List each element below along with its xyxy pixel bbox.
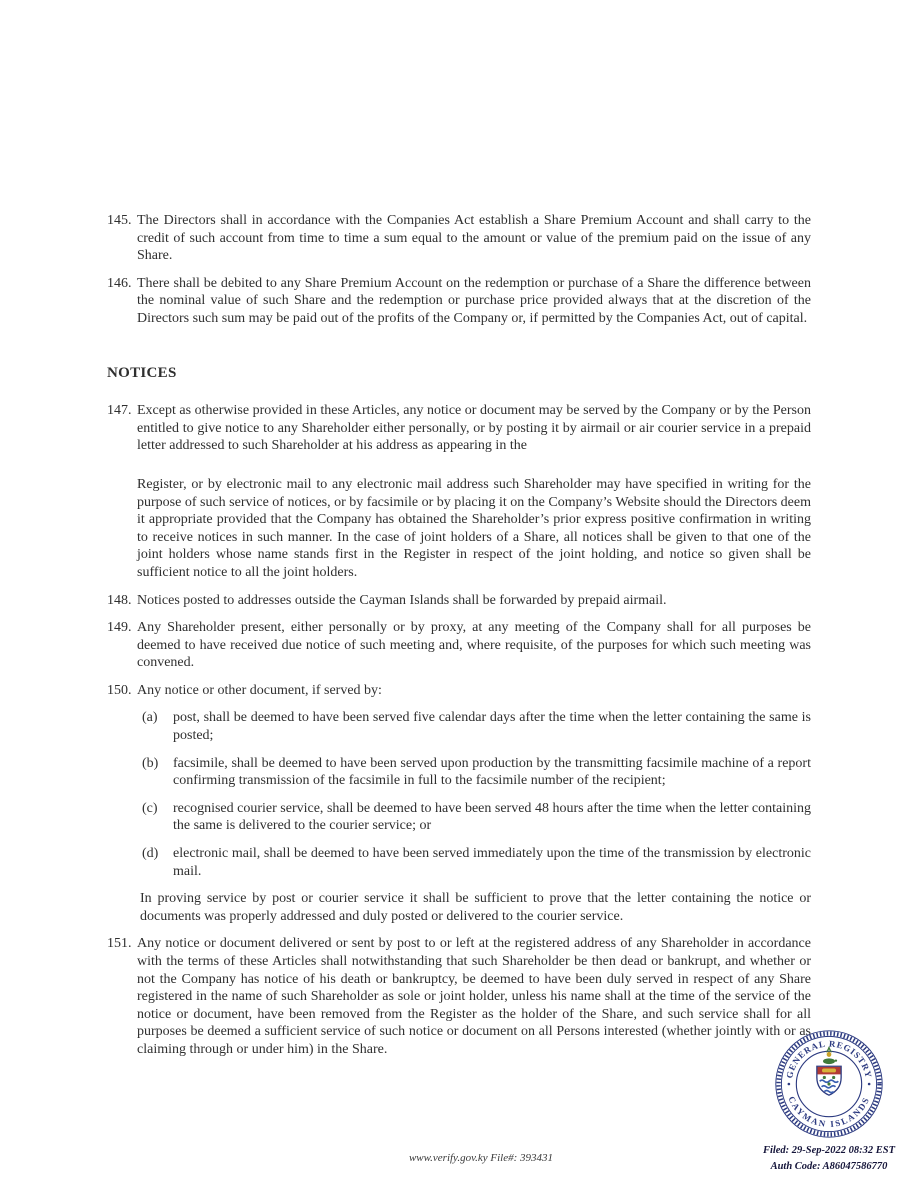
- auth-code-stamp: Auth Code: A86047586770: [770, 1161, 888, 1172]
- paragraph-number: 151.: [107, 936, 132, 952]
- subparagraph-text: post, shall be deemed to have been served five calendar days after the time when the letter containing the same is posted;: [173, 710, 811, 744]
- cayman-coat-of-arms-icon: [817, 1047, 841, 1096]
- seal-left-rosette-icon: [788, 1083, 791, 1086]
- subparagraph-letter: (b): [142, 755, 159, 771]
- subparagraph-letter: (c): [142, 800, 158, 816]
- paragraph-151: [107, 935, 811, 1058]
- subparagraph-150c: [142, 800, 811, 835]
- general-registry-seal: [773, 1028, 885, 1140]
- paragraph-150: [107, 682, 811, 700]
- subparagraph-letter: (a): [142, 710, 158, 726]
- paragraph-text: Any notice or document delivered or sent by post to or left at the registered address of any Shareholder in accordance with the terms of these Articles shall notwithstanding that such Shareholder be then dead or bankrupt, and whether or not the Company has notice of his death or bankruptcy, be deemed to have been duly served in respect of any Share registered in the name of such Shareholder as sole or joint holder, unless his name shall at the time of the service of the notice or document, have been removed from the Register as the holder of the Share, and such service shall for all purposes be deemed a sufficient service of such notice or document on all Persons interested (whether jointly with or as claiming through or under him) in the Share.: [137, 936, 811, 1057]
- filed-date-stamp: Filed: 29-Sep-2022 08:32 EST: [762, 1145, 896, 1156]
- section-heading-notices: NOTICES: [107, 364, 177, 381]
- paragraph-text: Except as otherwise provided in these Articles, any notice or document may be served by the Company or by the Person entitled to give notice to any Shareholder either personally, or by posting it by airmail or air courier service in a prepaid letter addressed to such Shareholder at his address as appearing in the: [137, 403, 811, 454]
- paragraph-number: 149.: [107, 620, 132, 636]
- paragraph-145: [107, 212, 811, 265]
- paragraph-149: [107, 619, 811, 672]
- paragraph-150-closing: In proving service by post or courier service it shall be sufficient to prove that the letter containing the notice or documents was properly addressed and duly posted or delivered to the courier service.: [140, 891, 811, 924]
- paragraph-number: 150.: [107, 682, 132, 698]
- seal-top-text: GENERAL REGISTRY: [784, 1038, 874, 1080]
- subparagraph-text: electronic mail, shall be deemed to have been served immediately upon the time of the transmission by electronic mail.: [173, 846, 811, 879]
- subparagraph-150d: [142, 845, 811, 880]
- paragraph-text: Any Shareholder present, either personally or by proxy, at any meeting of the Company shall for all purposes be deemed to have received due notice of such meeting and, where requisite, of the purposes for which such meeting was convened.: [137, 620, 811, 671]
- paragraph-146: [107, 275, 811, 328]
- articles-body: [107, 212, 811, 1069]
- paragraph-number: 146.: [107, 275, 132, 291]
- subparagraph-letter: (d): [142, 846, 159, 862]
- subparagraph-text: facsimile, shall be deemed to have been served upon production by the transmitting facsimile machine of a report confirming transmission of the facsimile in full to the facsimile number of the recipient;: [173, 755, 811, 789]
- paragraph-147: [107, 402, 811, 581]
- paragraph-text-continued: Register, or by electronic mail to any electronic mail address such Shareholder may have specified in writing for the purpose of such service of notices, or by facsimile or by placing it on the Company’s Website should the Directors deem it appropriate provided that the Company has obtained the Shareholder’s prior express positive confirmation in writing to receive notices in such manner. In the case of joint holders of a Share, all notices shall be given to that one of the joint holders whose name stands first in the Register in respect of the joint holding, and notice so given shall be sufficient notice to all the joint holders.: [137, 476, 811, 580]
- subparagraph-150a: [142, 709, 811, 744]
- seal-right-rosette-icon: [868, 1083, 871, 1086]
- paragraph-text: There shall be debited to any Share Premium Account on the redemption or purchase of a Share the difference between the nominal value of such Share and the redemption or purchase price provided always that at the discretion of the Directors such sum may be paid out of the profits of the Company or, if permitted by the Companies Act, out of capital.: [137, 275, 811, 326]
- paragraph-number: 148.: [107, 592, 132, 608]
- paragraph-text: The Directors shall in accordance with the Companies Act establish a Share Premium Account and shall carry to the credit of such account from time to time a sum equal to the amount or value of the premium paid on the issue of any Share.: [137, 213, 811, 264]
- paragraph-number: 147.: [107, 403, 132, 419]
- paragraph-148: [107, 592, 811, 610]
- verify-url-footer: www.verify.gov.ky File#: 393431: [408, 1152, 554, 1164]
- paragraph-text: Any notice or other document, if served by:: [137, 682, 382, 698]
- subparagraph-150b: [142, 755, 811, 790]
- paragraph-number: 145.: [107, 213, 132, 228]
- paragraph-text: Notices posted to addresses outside the Cayman Islands shall be forwarded by prepaid airmail.: [137, 592, 667, 608]
- subparagraph-text: recognised courier service, shall be deemed to have been served 48 hours after the time when the letter containing the same is delivered to the courier service; or: [173, 800, 811, 834]
- seal-bottom-text: CAYMAN ISLANDS: [786, 1094, 872, 1130]
